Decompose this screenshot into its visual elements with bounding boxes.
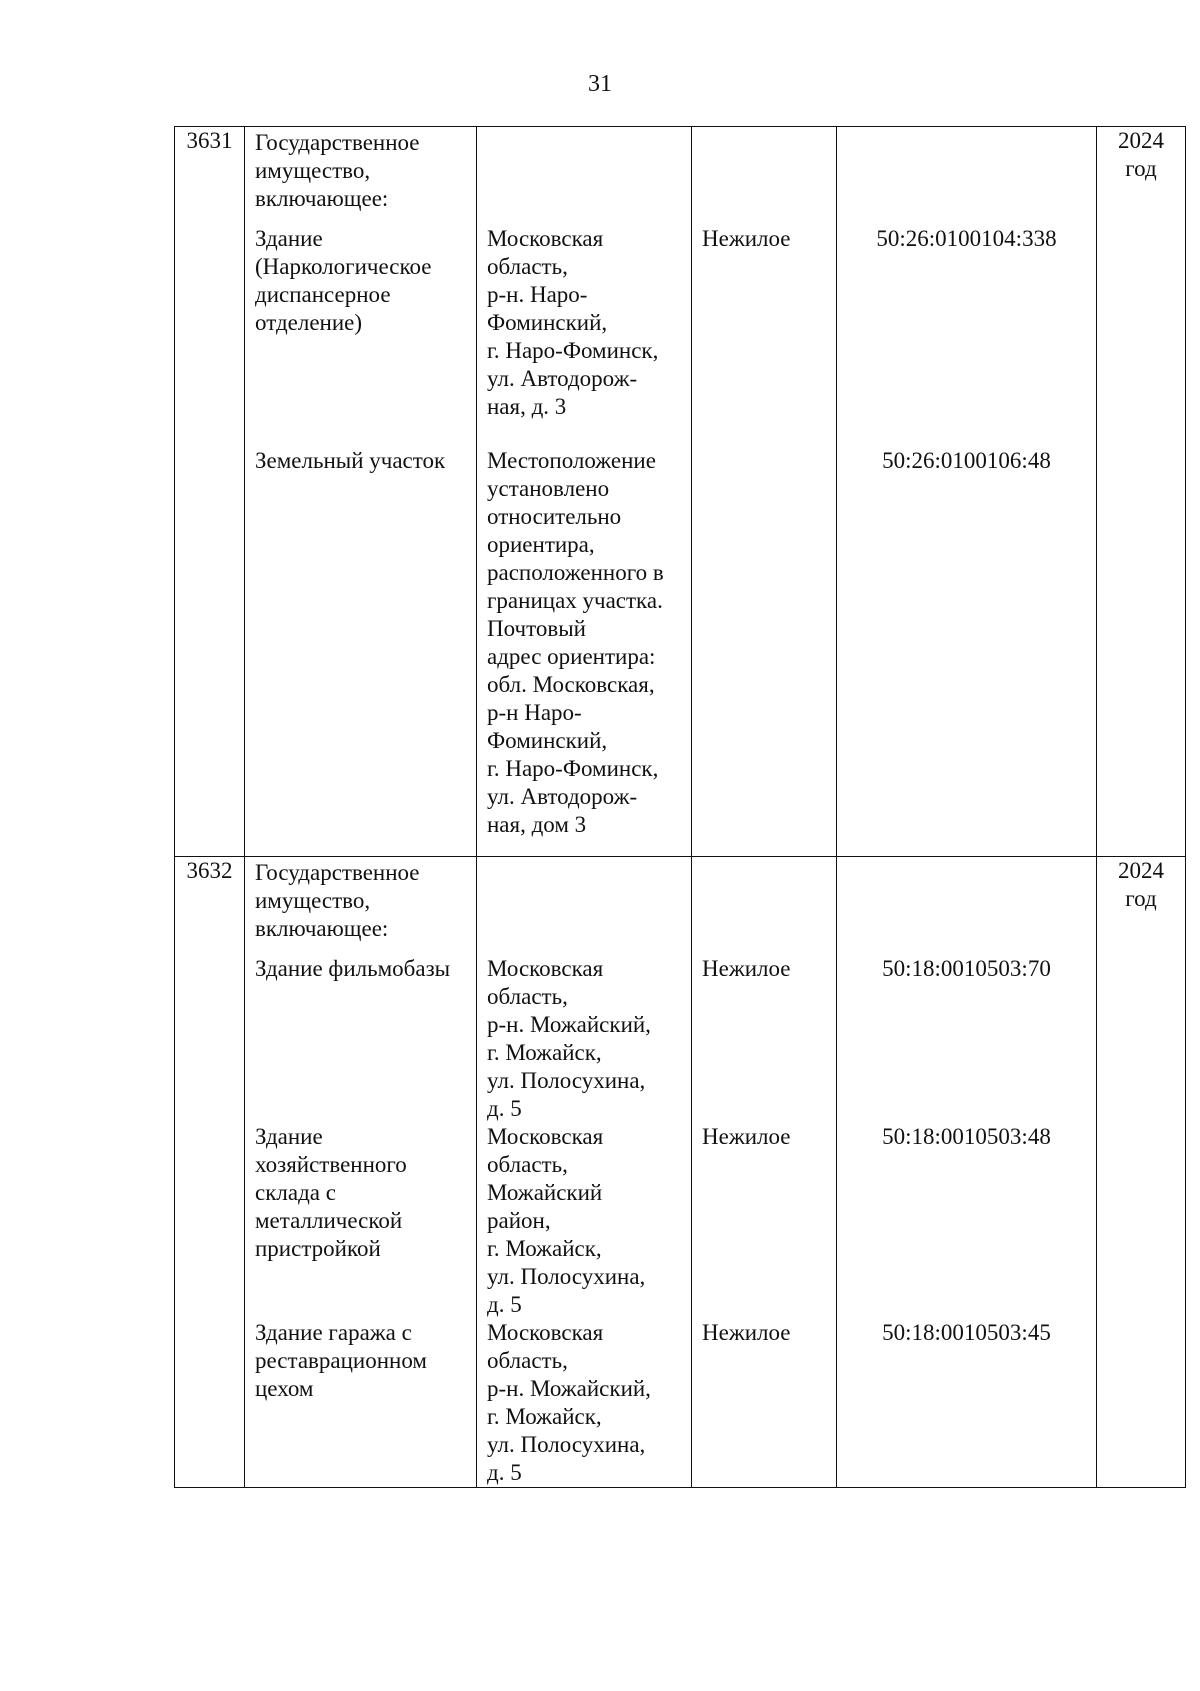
item-cadastral: 50:26:0100106:48 xyxy=(882,448,1051,473)
group-title: Государственное имущество, включающее: xyxy=(255,860,420,941)
record-number: 3631 xyxy=(175,127,245,857)
purpose-cell xyxy=(692,127,837,857)
table-row xyxy=(175,127,1186,857)
item-purpose: Нежилое xyxy=(702,1124,791,1149)
item-cadastral: 50:18:0010503:45 xyxy=(882,1320,1051,1345)
property-table xyxy=(174,126,1186,1488)
item-name: Земельный участок xyxy=(255,448,446,473)
item-cadastral: 50:18:0010503:48 xyxy=(882,1124,1051,1149)
year-text: 2024 год xyxy=(1118,858,1164,911)
table-row xyxy=(175,857,1186,1488)
item-purpose: Нежилое xyxy=(702,956,791,981)
purpose-cell xyxy=(692,857,837,1488)
record-year xyxy=(1097,857,1186,1488)
cadastral-cell xyxy=(837,857,1097,1488)
item-purpose xyxy=(692,445,836,447)
name-cell xyxy=(245,857,477,1488)
record-year xyxy=(1097,127,1186,857)
name-cell xyxy=(245,127,477,857)
address-cell xyxy=(477,127,692,857)
item-purpose: Нежилое xyxy=(702,1320,791,1345)
item-address: Местоположение установлено относительно ориентира, расположенного в границах участка. Почтовый адрес ориентира: обл. Московская, р-н Наро- Фоминский, г. Наро-Фоминск, ул. Автодорож- ная, дом 3 xyxy=(487,448,664,837)
item-address: Московская область, Можайский район, г. Можайск, ул. Полосухина, д. 5 xyxy=(487,1124,646,1317)
item-cadastral: 50:26:0100104:338 xyxy=(876,226,1057,251)
item-purpose: Нежилое xyxy=(702,226,791,251)
page-number: 31 xyxy=(588,71,612,97)
item-name: Здание (Наркологическое диспансерное отделение) xyxy=(255,226,432,335)
cadastral-cell xyxy=(837,127,1097,857)
item-address: Московская область, р-н. Наро- Фоминский, г. Наро-Фоминск, ул. Автодорож- ная, д. 3 xyxy=(487,226,659,419)
item-name: Здание гаража с реставрационном цехом xyxy=(255,1320,427,1401)
item-address: Московская область, р-н. Можайский, г. Можайск, ул. Полосухина, д. 5 xyxy=(487,956,651,1121)
item-address: Московская область, р-н. Можайский, г. Можайск, ул. Полосухина, д. 5 xyxy=(487,1320,651,1485)
item-name: Здание хозяйственного склада с металлической пристройкой xyxy=(255,1124,407,1261)
address-cell xyxy=(477,857,692,1488)
record-number: 3632 xyxy=(175,857,245,1488)
group-title: Государственное имущество, включающее: xyxy=(255,130,420,211)
item-name: Здание фильмобазы xyxy=(255,956,451,981)
year-text: 2024 год xyxy=(1118,128,1164,181)
item-cadastral: 50:18:0010503:70 xyxy=(882,956,1051,981)
